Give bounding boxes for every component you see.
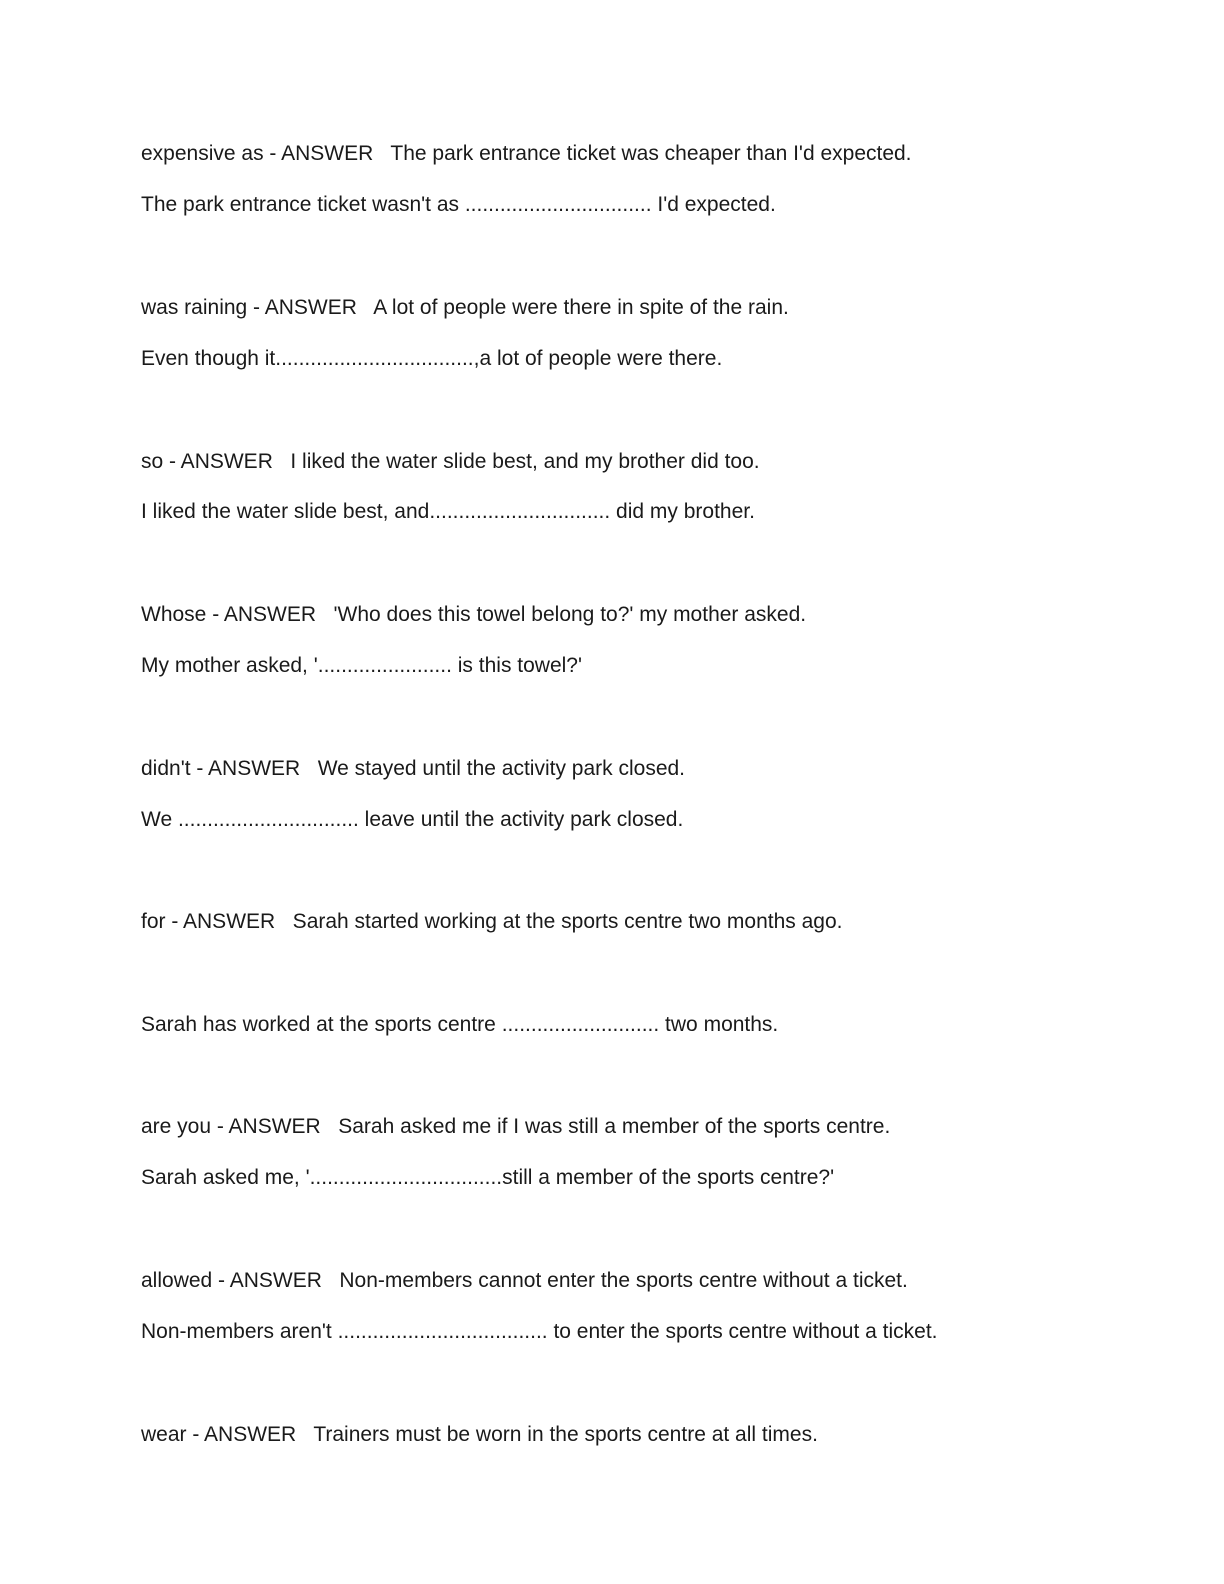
item-8-answer-line: allowed - ANSWER Non-members cannot enter the sports centre without a ticket. (141, 1269, 908, 1292)
item-5-prompt-line: We ............................... leave until the activity park closed. (141, 808, 684, 831)
item-2-prompt-line: Even though it..................................,a lot of people were there. (141, 347, 723, 370)
item-4-prompt-line: My mother asked, '....................... is this towel?' (141, 654, 582, 677)
item-9-answer-line: wear - ANSWER Trainers must be worn in the sports centre at all times. (141, 1423, 818, 1446)
item-6-answer-line: for - ANSWER Sarah started working at the sports centre two months ago. (141, 910, 843, 933)
item-2-answer-line: was raining - ANSWER A lot of people were there in spite of the rain. (141, 296, 789, 319)
item-6-prompt-line: Sarah has worked at the sports centre ........................... two months. (141, 1013, 779, 1036)
item-7-answer-line: are you - ANSWER Sarah asked me if I was still a member of the sports centre. (141, 1115, 891, 1138)
item-3-prompt-line: I liked the water slide best, and............................... did my brother. (141, 500, 755, 523)
item-7-prompt-line: Sarah asked me, '.................................still a member of the sports centre?' (141, 1166, 835, 1189)
item-5-answer-line: didn't - ANSWER We stayed until the activity park closed. (141, 757, 686, 780)
item-1-prompt-line: The park entrance ticket wasn't as ................................ I'd expected. (141, 193, 776, 216)
item-3-answer-line: so - ANSWER I liked the water slide best, and my brother did too. (141, 450, 760, 473)
item-1-answer-line: expensive as - ANSWER The park entrance ticket was cheaper than I'd expected. (141, 142, 912, 165)
item-8-prompt-line: Non-members aren't .................................... to enter the sports centre without a ticket. (141, 1320, 938, 1343)
item-4-answer-line: Whose - ANSWER 'Who does this towel belong to?' my mother asked. (141, 603, 807, 626)
